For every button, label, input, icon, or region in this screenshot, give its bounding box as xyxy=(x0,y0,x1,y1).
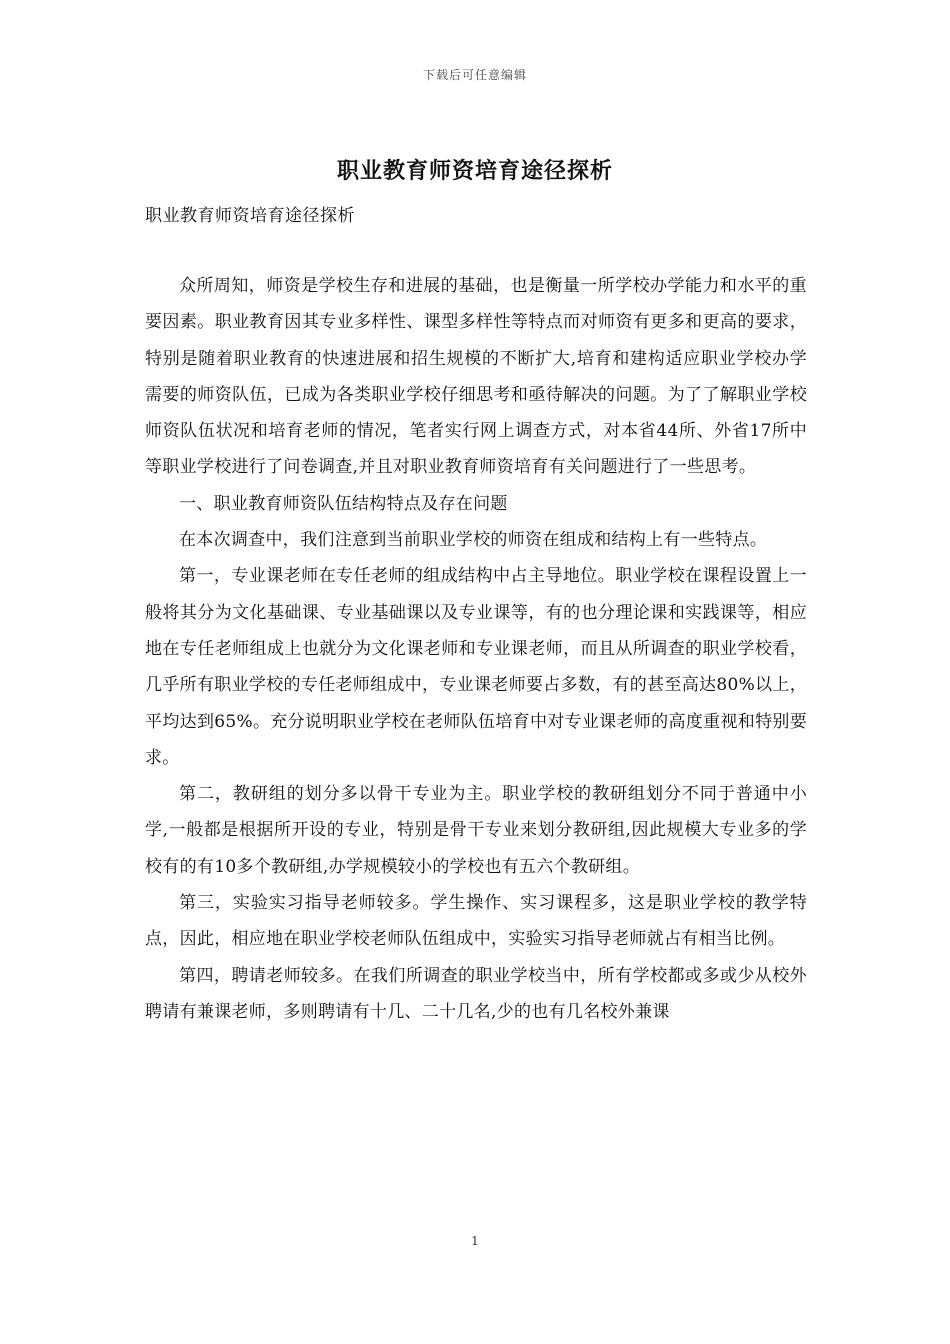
document-subtitle: 职业教育师资培育途径探析 xyxy=(145,206,355,226)
paragraph-point-3: 第三，实验实习指导老师较多。学生操作、实习课程多，这是职业学校的教学特点，因此，相应地在职业学校老师队伍组成中，实验实习指导老师就占有相当比例。 xyxy=(145,893,807,950)
document-body xyxy=(145,268,807,1030)
paragraph-point-1: 第一，专业课老师在专任老师的组成结构中占主导地位。职业学校在课程设置上一般将其分为文化基础课、专业基础课以及专业课等，有的也分理论课和实践课等，相应地在专任老师组成上也就分为文化课老师和专业课老师，而且从所调查的职业学校看，几乎所有职业学校的专任老师组成中，专业课老师要占多数，有的甚至高达80%以上，平均达到65%。充分说明职业学校在老师队伍培育中对专业课老师的高度重视和特别要求。 xyxy=(145,566,807,768)
paragraph-point-2: 第二，教研组的划分多以骨干专业为主。职业学校的教研组划分不同于普通中小学,一般都是根据所开设的专业，特别是骨干专业来划分教研组,因此规模大专业多的学校有的有10多个教研组,办学规模较小的学校也有五六个教研组。 xyxy=(145,784,807,877)
paragraph-point-4: 第四，聘请老师较多。在我们所调查的职业学校当中，所有学校都或多或少从校外聘请有兼课老师，多则聘请有十几、二十几名,少的也有几名校外兼课 xyxy=(145,965,807,1022)
paragraph-intro: 众所周知，师资是学校生存和进展的基础，也是衡量一所学校办学能力和水平的重要因素。职业教育因其专业多样性、课型多样性等特点而对师资有更多和更高的要求，特别是随着职业教育的快速进展和招生规模的不断扩大,培育和建构适应职业学校办学需要的师资队伍，已成为各类职业学校仔细思考和亟待解决的问题。为了了解职业学校师资队伍状况和培育老师的情况，笔者实行网上调查方式，对本省44所、外省17所中等职业学校进行了问卷调查,并且对职业教育师资培育有关问题进行了一些思考。 xyxy=(145,276,807,478)
page-header-note: 下载后可任意编辑 xyxy=(422,68,527,82)
document-title: 职业教育师资培育途径探析 xyxy=(336,158,613,184)
page-number: 1 xyxy=(471,1234,479,1248)
paragraph-survey-intro: 在本次调查中，我们注意到当前职业学校的师资在组成和结构上有一些特点。 xyxy=(179,530,768,551)
section-heading-1: 一、职业教育师资队伍结构特点及存在问题 xyxy=(179,493,508,514)
